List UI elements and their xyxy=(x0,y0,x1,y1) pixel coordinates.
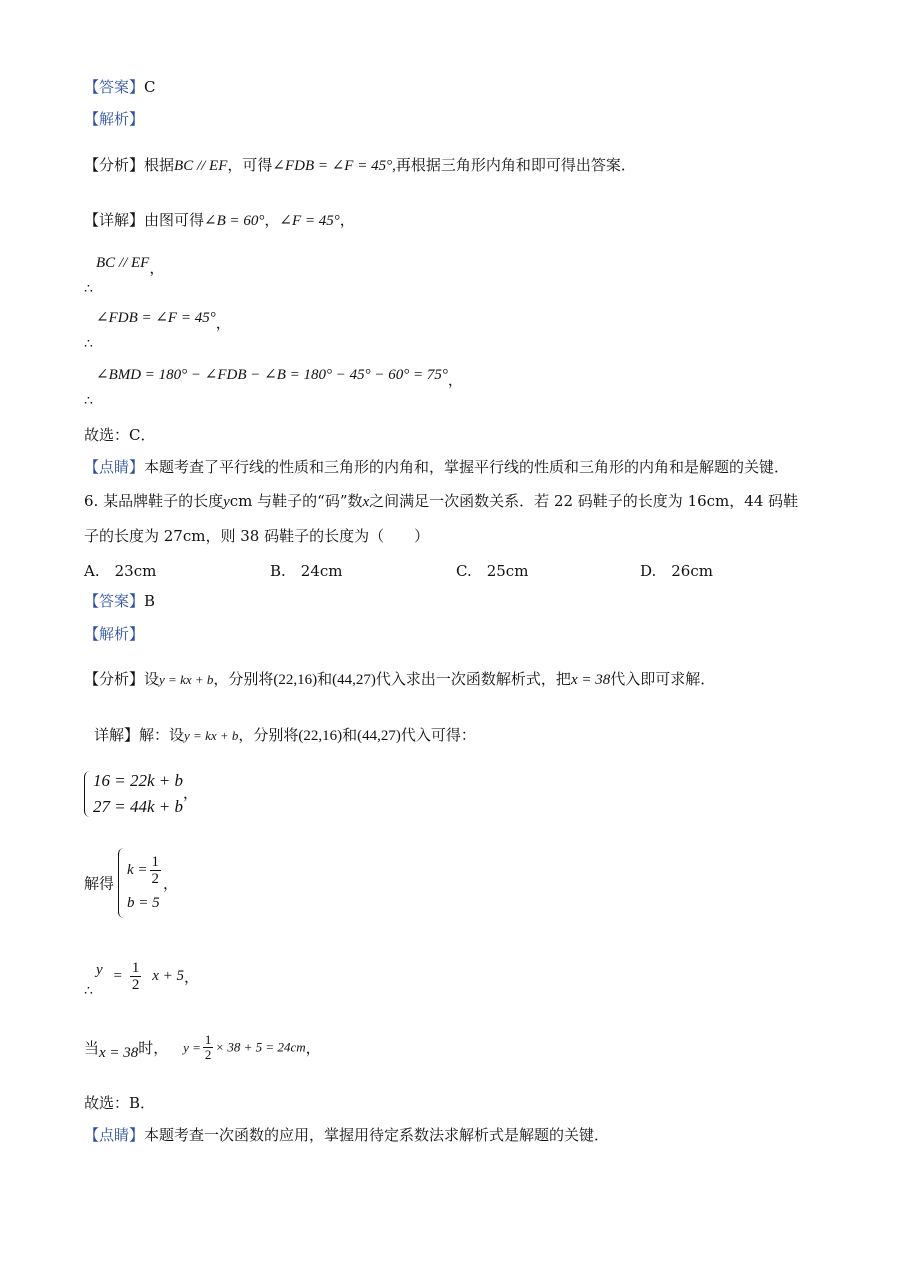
punct: ， xyxy=(149,259,165,277)
math-expr: BC // EF xyxy=(174,158,228,174)
denominator: 2 xyxy=(204,1047,212,1062)
answer-line-2 xyxy=(84,591,155,611)
solution-b: b = 5 xyxy=(127,894,160,911)
guxuan-line-1: 故选：C． xyxy=(84,426,156,444)
math-expr: y = kx + b xyxy=(184,728,239,743)
math-expr: ∠FDB = ∠F = 45° xyxy=(96,310,216,326)
xiangjie-text: 由图可得 xyxy=(144,211,205,229)
answer-tag: 【答案】 xyxy=(84,592,145,610)
punct: ， xyxy=(183,968,199,986)
math-expr: ∠F = 45° xyxy=(279,213,340,229)
y-equation-line xyxy=(84,960,199,993)
xiangjie-text: 和 xyxy=(342,726,358,744)
xiangjie-tag: 【详解】 xyxy=(84,211,145,229)
fraction xyxy=(150,854,162,887)
math-expr: × 38 + 5 = 24cm xyxy=(215,1039,306,1055)
math-expr: x = 38 xyxy=(99,1045,139,1061)
fenxi-tag: 【分析】 xyxy=(84,670,145,688)
math-expr: ∠BMD = 180° − ∠FDB − ∠B = 180° − 45° − 60° = 75° xyxy=(96,367,448,383)
numerator: 1 xyxy=(204,1032,212,1047)
fenxi-text: 和 xyxy=(317,670,333,688)
fenxi-text: 代入即可求解． xyxy=(610,670,716,688)
dianjing-text: 本题考查了平行线的性质和三角形的内角和，掌握平行线的性质和三角形的内角和是解题的关键． xyxy=(144,458,790,476)
punct: ， xyxy=(447,371,463,389)
fenxi-text: ，分别将 xyxy=(213,670,274,688)
xiangjie-text: ， xyxy=(339,211,355,229)
dianjing-line-1 xyxy=(84,457,789,477)
math-var: y xyxy=(96,962,103,978)
numerator: 1 xyxy=(151,853,160,870)
fenxi-text: ，可得 xyxy=(227,156,273,174)
question-text: cm 与鞋子的“码”数 xyxy=(229,492,363,510)
math-expr: ∠B = 60° xyxy=(204,213,265,229)
math-expr: x = 38 xyxy=(570,672,611,688)
solve-label: 解得 xyxy=(84,874,115,893)
xiangjie-line-1 xyxy=(84,210,355,231)
choice-d[interactable]: D. 26cm xyxy=(640,562,713,580)
solution-list xyxy=(127,850,163,916)
math-op: = xyxy=(113,968,122,984)
question-6-line-1 xyxy=(84,491,798,512)
xiangjie-line-2 xyxy=(94,725,476,746)
denominator: 2 xyxy=(131,977,140,993)
dang-text: 当 xyxy=(84,1039,100,1057)
choice-b[interactable]: B. 24cm xyxy=(270,562,343,580)
question-text: 6. 某品牌鞋子的长度 xyxy=(84,492,224,510)
punct: ， xyxy=(305,1039,321,1057)
equation-2: 27 = 44k + b xyxy=(93,797,183,816)
equation-system xyxy=(84,768,198,820)
punct: ， xyxy=(183,784,199,802)
math-expr: (22,16) xyxy=(298,728,343,744)
solve-line xyxy=(84,848,178,918)
dianjing-text: 本题考查一次函数的应用，掌握用待定系数法求解析式是解题的关键． xyxy=(144,1126,610,1144)
step-line-1 xyxy=(84,255,165,279)
fenxi-text: 代入求出一次函数解析式，把 xyxy=(375,670,571,688)
fenxi-line-1 xyxy=(84,155,636,176)
fenxi-text: 再根据三角形内角和即可得出答案． xyxy=(395,156,636,174)
math-expr: y = xyxy=(183,1039,201,1055)
dianjing-tag: 【点睛】 xyxy=(84,1126,145,1144)
dang-text: 时， xyxy=(138,1039,169,1057)
equation-list xyxy=(93,768,183,820)
equation-1: 16 = 22k + b xyxy=(93,771,183,790)
answer-value: C xyxy=(144,78,156,96)
xiangjie-text: ， xyxy=(264,211,280,229)
dang-line xyxy=(84,1033,321,1062)
question-text: 之间满足一次函数关系．若 22 码鞋子的长度为 16cm，44 码鞋 xyxy=(369,492,799,510)
fenxi-line-2 xyxy=(84,669,715,690)
fraction xyxy=(130,960,142,993)
xiangjie-text: ，分别将 xyxy=(238,726,299,744)
punct: ， xyxy=(215,314,231,332)
xiangjie-text: 解：设 xyxy=(139,726,185,744)
fenxi-tag: 【分析】 xyxy=(84,156,145,174)
guxuan-line-2: 故选：B． xyxy=(84,1094,156,1112)
math-expr: (22,16) xyxy=(273,672,318,688)
math-var: x xyxy=(362,494,370,510)
analysis-tag-2: 【解析】 xyxy=(84,625,145,643)
math-expr: (44,27) xyxy=(357,728,401,744)
brace-icon xyxy=(118,848,127,918)
choice-a[interactable]: A. 23cm xyxy=(84,562,157,580)
xiangjie-tag: 详解】 xyxy=(94,726,140,744)
answer-line-1 xyxy=(84,77,156,97)
question-6-line-2: 子的长度为 27cm，则 38 码鞋子的长度为（ ） xyxy=(84,527,430,545)
math-expr: BC // EF xyxy=(96,255,150,271)
fraction xyxy=(203,1033,214,1062)
math-expr: y = kx + b xyxy=(159,672,214,687)
dianjing-tag: 【点睛】 xyxy=(84,458,145,476)
dianjing-line-2 xyxy=(84,1125,609,1145)
answer-tag: 【答案】 xyxy=(84,78,145,96)
denominator: 2 xyxy=(151,870,160,887)
math-expr: x + 5 xyxy=(152,968,184,984)
xiangjie-text: 代入可得： xyxy=(400,726,476,744)
solution-k xyxy=(127,850,163,890)
math-expr: ∠FDB = ∠F = 45°, xyxy=(272,158,396,174)
step-line-3 xyxy=(84,367,463,391)
punct: ， xyxy=(163,874,179,893)
fenxi-text: 设 xyxy=(144,670,160,688)
analysis-tag-1: 【解析】 xyxy=(84,110,145,128)
math-expr: k = xyxy=(127,861,148,878)
choice-c[interactable]: C. 25cm xyxy=(456,562,529,580)
math-var: y xyxy=(223,494,230,510)
fenxi-text: 根据 xyxy=(144,156,175,174)
math-expr: (44,27) xyxy=(332,672,376,688)
answer-value: B xyxy=(144,592,156,610)
step-line-2 xyxy=(84,310,231,334)
numerator: 1 xyxy=(131,960,140,976)
brace-icon xyxy=(84,771,93,817)
